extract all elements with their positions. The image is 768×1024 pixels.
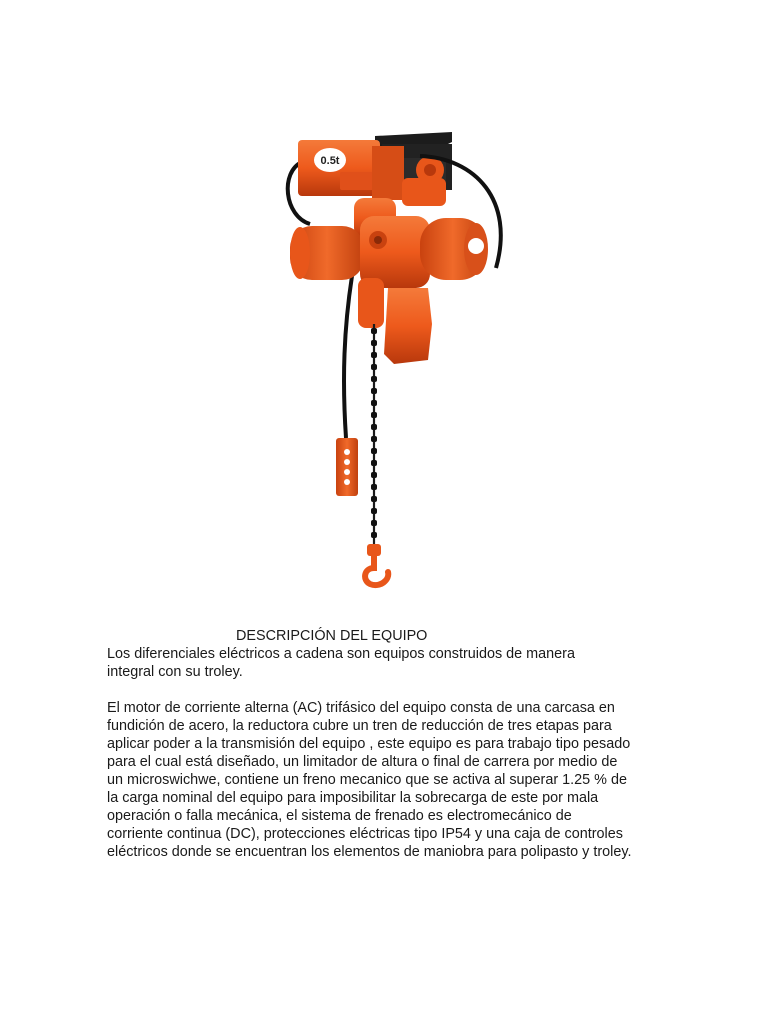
electric-chain-hoist-icon xyxy=(270,128,510,590)
motor-description-paragraph: El motor de corriente alterna (AC) trifásico del equipo consta de una carcasa en fundición de acero, la reductora cubre un tren de reducción de tres etapas para aplicar poder a la transmisión del equipo , este equipo es para trabajo tipo pesado para el cual está diseñado, un limitador de altura o final de carrera por medio de un microswichwe, contiene un freno mecanico que se activa al superar 1.25 % de la carga nominal del equipo para imposibilitar la sobrecarga de este por mala operación o falla mecánica, el sistema de frenado es electromecánico de corriente continua (DC), protecciones eléctricas tipo IP54 y una caja de controles eléctricos donde se encuentran los elementos de maniobra para polipasto y troley. xyxy=(107,700,632,860)
equipment-description xyxy=(107,627,677,861)
capacity-label: 0.5t xyxy=(320,155,340,167)
paragraph-spacer xyxy=(107,681,677,699)
electric-chain-hoist-image xyxy=(270,128,510,590)
intro-paragraph: Los diferenciales eléctricos a cadena son equipos construidos de manera integral con su troley. xyxy=(107,646,575,680)
section-heading: DESCRIPCIÓN DEL EQUIPO xyxy=(236,628,428,644)
